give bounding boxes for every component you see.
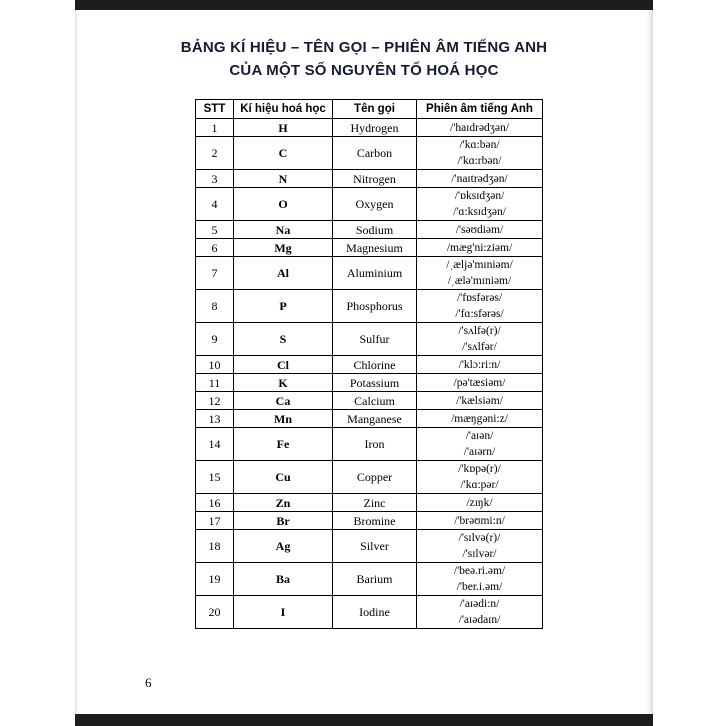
cell-phonetics xyxy=(417,323,543,356)
cell-phonetics xyxy=(417,221,543,239)
table-row xyxy=(196,119,543,137)
phonetic-line: /'səʊdiəm/ xyxy=(455,223,504,236)
header-stt: STT xyxy=(196,100,234,119)
cell-stt: 8 xyxy=(196,290,234,323)
phonetic-line: /'sʌlfər/ xyxy=(462,341,497,353)
cell-phonetics xyxy=(417,188,543,221)
cell-symbol: P xyxy=(234,290,333,323)
element-table xyxy=(195,99,543,629)
cell-symbol: Mn xyxy=(234,410,333,428)
table-row xyxy=(196,461,543,494)
cell-phonetics xyxy=(417,356,543,374)
table-row xyxy=(196,239,543,257)
table-row xyxy=(196,512,543,530)
table-row xyxy=(196,356,543,374)
cell-stt: 13 xyxy=(196,410,234,428)
table-header-row xyxy=(196,100,543,119)
header-symbol: Kí hiệu hoá học xyxy=(234,100,333,119)
cell-stt: 2 xyxy=(196,137,234,170)
cell-phonetics xyxy=(417,290,543,323)
cell-stt: 20 xyxy=(196,596,234,629)
cell-stt: 4 xyxy=(196,188,234,221)
cell-stt: 15 xyxy=(196,461,234,494)
header-phonetics: Phiên âm tiếng Anh xyxy=(417,100,543,119)
cell-name: Iron xyxy=(333,428,417,461)
cell-symbol: Ag xyxy=(234,530,333,563)
cell-symbol: C xyxy=(234,137,333,170)
cell-phonetics xyxy=(417,392,543,410)
cell-symbol: Al xyxy=(234,257,333,290)
phonetic-line: /'klɔ:ri:n/ xyxy=(458,358,501,371)
cell-symbol: N xyxy=(234,170,333,188)
cell-name: Sodium xyxy=(333,221,417,239)
phonetic-line: /'haɪdrədʒən/ xyxy=(450,121,509,134)
phonetic-line: /ˌæljə'mɪniəm/ xyxy=(446,259,513,271)
phonetic-line: /'sɪlvə(r)/ xyxy=(458,532,501,544)
phonetic-line: /'brəʊmi:n/ xyxy=(454,514,505,527)
cell-name: Calcium xyxy=(333,392,417,410)
cell-symbol: Fe xyxy=(234,428,333,461)
phonetic-line: /zɪŋk/ xyxy=(466,496,493,509)
table-row xyxy=(196,392,543,410)
cell-stt: 6 xyxy=(196,239,234,257)
element-table-body xyxy=(196,119,543,629)
cell-stt: 14 xyxy=(196,428,234,461)
header-name: Tên gọi xyxy=(333,100,417,119)
phonetic-line: /mæg'ni:ziəm/ xyxy=(446,241,513,254)
cell-symbol: Ba xyxy=(234,563,333,596)
page-bottom-edge xyxy=(75,714,653,726)
cell-stt: 17 xyxy=(196,512,234,530)
cell-name: Potassium xyxy=(333,374,417,392)
cell-phonetics xyxy=(417,530,543,563)
cell-symbol: I xyxy=(234,596,333,629)
phonetic-line: /mæŋgəni:z/ xyxy=(451,412,508,425)
phonetic-line: /'sɪlvər/ xyxy=(462,548,497,560)
page-title-line1: BẢNG KÍ HIỆU – TÊN GỌI – PHIÊN ÂM TIẾNG ANH xyxy=(180,39,548,56)
cell-name: Zinc xyxy=(333,494,417,512)
phonetic-line: /'ber.i.əm/ xyxy=(456,581,503,593)
phonetic-line: /'fɒsfərəs/ xyxy=(456,292,503,304)
cell-name: Oxygen xyxy=(333,188,417,221)
book-page xyxy=(75,0,653,726)
cell-stt: 1 xyxy=(196,119,234,137)
cell-symbol: Ca xyxy=(234,392,333,410)
cell-name: Copper xyxy=(333,461,417,494)
cell-symbol: O xyxy=(234,188,333,221)
phonetic-line: /'naɪtrədʒən/ xyxy=(451,172,508,185)
cell-stt: 16 xyxy=(196,494,234,512)
cell-stt: 7 xyxy=(196,257,234,290)
phonetic-line: /'aɪədi:n/ xyxy=(459,598,500,610)
cell-name: Bromine xyxy=(333,512,417,530)
cell-phonetics xyxy=(417,563,543,596)
table-row xyxy=(196,221,543,239)
table-row xyxy=(196,563,543,596)
cell-stt: 3 xyxy=(196,170,234,188)
page-number: 6 xyxy=(145,675,152,690)
table-row xyxy=(196,530,543,563)
cell-phonetics xyxy=(417,494,543,512)
cell-name: Carbon xyxy=(333,137,417,170)
cell-phonetics xyxy=(417,170,543,188)
cell-name: Manganese xyxy=(333,410,417,428)
phonetic-line: /'kɒpə(r)/ xyxy=(458,463,501,475)
phonetic-line: /'kɑ:bən/ xyxy=(459,139,500,151)
table-row xyxy=(196,494,543,512)
cell-symbol: Cl xyxy=(234,356,333,374)
phonetic-line: /'ɑ:ksɪdʒən/ xyxy=(453,206,506,218)
page-title xyxy=(75,36,653,82)
cell-name: Hydrogen xyxy=(333,119,417,137)
cell-symbol: Cu xyxy=(234,461,333,494)
table-row xyxy=(196,596,543,629)
phonetic-line: /pə'tæsiəm/ xyxy=(453,376,506,389)
cell-symbol: S xyxy=(234,323,333,356)
cell-symbol: K xyxy=(234,374,333,392)
phonetic-line: /'kælsiəm/ xyxy=(456,394,503,407)
table-row xyxy=(196,170,543,188)
cell-stt: 10 xyxy=(196,356,234,374)
cell-stt: 11 xyxy=(196,374,234,392)
element-table-container xyxy=(195,99,543,629)
phonetic-line: /ˌælə'mɪniəm/ xyxy=(447,275,512,287)
cell-name: Aluminium xyxy=(333,257,417,290)
cell-phonetics xyxy=(417,410,543,428)
cell-symbol: Br xyxy=(234,512,333,530)
cell-symbol: Mg xyxy=(234,239,333,257)
phonetic-line: /'aɪən/ xyxy=(465,430,494,442)
cell-stt: 9 xyxy=(196,323,234,356)
cell-name: Nitrogen xyxy=(333,170,417,188)
phonetic-line: /'sʌlfə(r)/ xyxy=(458,325,501,337)
table-row xyxy=(196,428,543,461)
table-row xyxy=(196,323,543,356)
cell-name: Barium xyxy=(333,563,417,596)
cell-name: Magnesium xyxy=(333,239,417,257)
phonetic-line: /'ɒksɪdʒən/ xyxy=(454,190,505,202)
cell-name: Chlorine xyxy=(333,356,417,374)
phonetic-line: /'fɑ:sfərəs/ xyxy=(455,308,504,320)
cell-phonetics xyxy=(417,239,543,257)
cell-phonetics xyxy=(417,461,543,494)
cell-symbol: Na xyxy=(234,221,333,239)
cell-phonetics xyxy=(417,137,543,170)
page-top-edge xyxy=(75,0,653,10)
table-row xyxy=(196,188,543,221)
phonetic-line: /'kɑ:pər/ xyxy=(460,479,499,491)
table-row xyxy=(196,257,543,290)
cell-phonetics xyxy=(417,512,543,530)
table-row xyxy=(196,374,543,392)
cell-name: Iodine xyxy=(333,596,417,629)
phonetic-line: /'kɑ:rbən/ xyxy=(457,155,502,167)
cell-stt: 18 xyxy=(196,530,234,563)
cell-phonetics xyxy=(417,257,543,290)
cell-stt: 12 xyxy=(196,392,234,410)
table-row xyxy=(196,290,543,323)
cell-phonetics xyxy=(417,119,543,137)
cell-phonetics xyxy=(417,428,543,461)
phonetic-line: /'aɪədaɪn/ xyxy=(458,614,501,626)
cell-phonetics xyxy=(417,596,543,629)
cell-name: Silver xyxy=(333,530,417,563)
page-title-line2: CỦA MỘT SỐ NGUYÊN TỐ HOÁ HỌC xyxy=(229,62,499,79)
cell-stt: 19 xyxy=(196,563,234,596)
cell-name: Sulfur xyxy=(333,323,417,356)
cell-stt: 5 xyxy=(196,221,234,239)
table-row xyxy=(196,410,543,428)
phonetic-line: /'beə.ri.əm/ xyxy=(453,565,506,577)
cell-name: Phosphorus xyxy=(333,290,417,323)
phonetic-line: /'aɪərn/ xyxy=(463,446,496,458)
cell-symbol: H xyxy=(234,119,333,137)
cell-symbol: Zn xyxy=(234,494,333,512)
cell-phonetics xyxy=(417,374,543,392)
table-row xyxy=(196,137,543,170)
